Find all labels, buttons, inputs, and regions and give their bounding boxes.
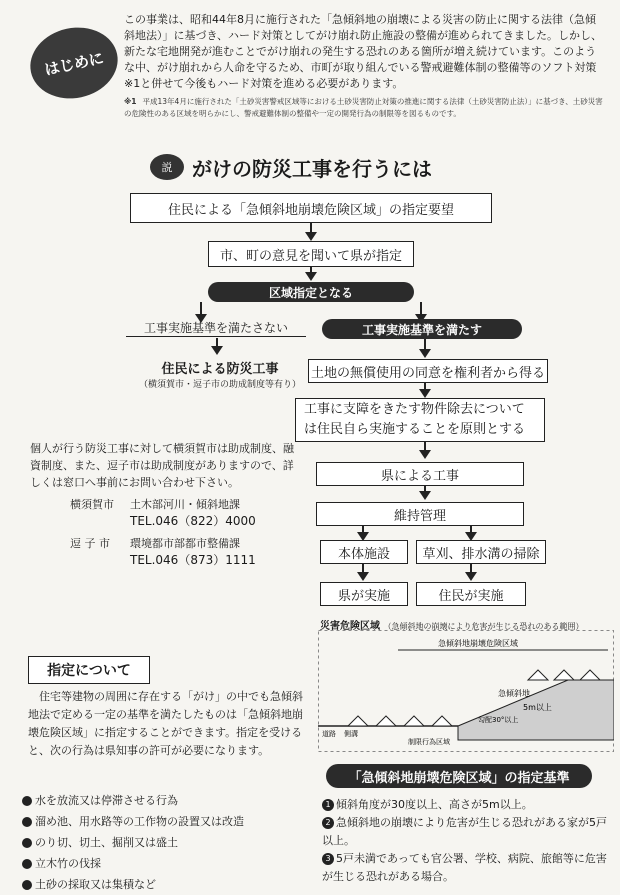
designation-body: 住宅等建物の周囲に存在する「がけ」の中でも急傾斜地法で定める一定の基準を満たしたものは「急傾斜地崩壊危険区域」に指定することができます。指定を受けると、次の行為は県知事の許可が必要になります。 — [28, 690, 303, 757]
contact-text: 個人が行う防災工事に対して横須賀市は助成制度、融資制度、また、逗子市は助成制度がありますので、詳しくは窓口へ事前にお問い合わせ下さい。 — [30, 442, 294, 489]
intro-badge: はじめに — [24, 20, 125, 107]
number-2-icon: 2 — [322, 817, 334, 829]
act-text: 土砂の採取又は集積など — [35, 878, 156, 891]
list-item — [322, 814, 612, 850]
contact-zushi-dept: 環境都市部都市整備課 — [130, 537, 240, 550]
restricted-label: 制限行為区域 — [408, 738, 450, 746]
bullet-icon — [22, 817, 32, 827]
contact-yokosuka-tel: TEL.046（822）4000 — [130, 514, 256, 528]
house-icon — [348, 716, 368, 726]
house-icon — [580, 670, 600, 680]
section-title: がけの防災工事を行うには — [192, 156, 432, 181]
house-icon — [404, 716, 424, 726]
flow-weeding: 草刈、排水溝の掃除 — [416, 540, 546, 564]
flow-pref-work: 県による工事 — [316, 462, 524, 486]
flow-consent: 土地の無償使用の同意を権利者から得る — [308, 359, 548, 383]
arrow-down-icon — [211, 346, 223, 355]
list-item — [22, 811, 312, 832]
bullet-icon — [22, 796, 32, 806]
list-item — [22, 790, 312, 811]
restricted-acts-list — [22, 790, 312, 895]
designation-title: 指定について — [28, 656, 150, 684]
house-icon — [376, 716, 396, 726]
resident-work-sub: （横須賀市・逗子市の助成制度等有り） — [138, 380, 301, 390]
arrow-down-icon — [419, 450, 431, 459]
contact-yokosuka-dept: 土木部河川・傾斜地課 — [130, 498, 240, 511]
flow-not-meet: 工事実施基準を満たさない — [126, 319, 306, 337]
explain-icon: 説 — [150, 154, 184, 180]
slope-diagram — [318, 630, 614, 752]
section-heading — [150, 152, 470, 182]
flow-pref-does: 県が実施 — [320, 582, 408, 606]
arrow-down-icon — [419, 491, 431, 500]
house-icon — [554, 670, 574, 680]
arrow-down-icon — [305, 272, 317, 281]
footnote-text: 平成13年4月に施行された「土砂災害警戒区域等における土砂災害防止対策の推進に関する法律（土砂災害防止法）」に基づき、土砂災害の危険性のある区域を明らかにし、警戒避難体制の整備や一定の開発行為の制限等を図るものです。 — [124, 97, 603, 118]
flow-meet-bar: 工事実施基準を満たす — [322, 319, 522, 339]
contact-zushi-tel: TEL.046（873）1111 — [130, 553, 256, 567]
criteria-list — [322, 796, 612, 886]
arrow-down-icon — [419, 349, 431, 358]
criteria-text: 傾斜角度が30度以上、高さが5m以上。 — [336, 798, 533, 811]
bullet-icon — [22, 859, 32, 869]
footnote-mark: ※1 — [124, 97, 137, 106]
list-item — [22, 832, 312, 853]
criteria-text: 5戸未満であっても官公署、学校、病院、旅館等に危害が生じる恐れがある場合。 — [322, 852, 607, 883]
contact-zushi-label: 逗 子 市 — [70, 537, 110, 550]
diagram-caption-sub: （急傾斜地の崩壊により危害が生じる恐れのある範囲） — [383, 622, 584, 631]
arrow-down-icon — [305, 232, 317, 241]
flow-designated-bar: 区域指定となる — [208, 282, 414, 302]
intro-paragraph: この事業は、昭和44年8月に施行された「急傾斜地の崩壊による災害の防止に関する法律（急傾斜地法）」に基づき、ハード対策としてがけ崩れ防止施設の整備が進められてきました。しかし、新たな宅地開発が進むことでがけ崩れの発生する恐れのある箇所が増え続けています。このような中、がけ崩れから人命を守るため、市町が取り組んでいる警戒避難体制の整備等のソフト対策※1と併せて今後もハード対策を進める必要があります。 — [124, 13, 603, 90]
criteria-text: 急傾斜地の崩壊により危害が生じる恐れがある家が5戸以上。 — [322, 816, 607, 847]
act-text: 立木竹の伐採 — [35, 857, 101, 870]
contact-yokosuka — [70, 497, 300, 530]
criteria-title: 「急傾斜地崩壊危険区域」の指定基準 — [326, 764, 592, 788]
flow-main-facility: 本体施設 — [320, 540, 408, 564]
number-1-icon: 1 — [322, 799, 334, 811]
flow-maintenance: 維持管理 — [316, 502, 524, 526]
list-item — [322, 850, 612, 886]
list-item — [22, 853, 312, 874]
road-label: 道路 — [322, 730, 336, 738]
zone-label: 急傾斜地崩壊危険区域 — [438, 639, 518, 648]
flow-step-request: 住民による「急傾斜地崩壊危険区域」の指定要望 — [130, 193, 492, 223]
diagram-caption-title: 災害危険区域 — [320, 621, 380, 632]
slope-label: 急傾斜地 — [498, 689, 530, 698]
contact-block — [30, 440, 300, 569]
arrow-down-icon — [465, 572, 477, 581]
house-icon — [432, 716, 452, 726]
gutter-label: 側溝 — [344, 730, 358, 738]
house-icon — [528, 670, 548, 680]
bullet-icon — [22, 838, 32, 848]
flow-step-designation: 市、町の意見を聞いて県が指定 — [208, 241, 414, 267]
bullet-icon — [22, 880, 32, 890]
flow-residents-do: 住民が実施 — [416, 582, 526, 606]
angle-label: 勾配30°以上 — [478, 716, 519, 724]
resident-work-label: 住民による防災工事 — [161, 362, 279, 377]
footnote — [124, 96, 604, 120]
resident-work — [110, 358, 330, 390]
arrow-down-icon — [419, 389, 431, 398]
number-3-icon: 3 — [322, 853, 334, 865]
list-item — [322, 796, 612, 814]
contact-yokosuka-label: 横須賀市 — [70, 498, 114, 511]
act-text: のり切、切土、掘削又は盛土 — [35, 836, 178, 849]
contact-zushi — [70, 536, 300, 569]
act-text: 溜め池、用水路等の工作物の設置又は改造 — [35, 815, 244, 828]
flow-obstacle: 工事に支障をきたす物件除去については住民自ら実施することを原則とする — [295, 398, 545, 442]
height-label: 5m以上 — [523, 703, 552, 712]
act-text: 水を放流又は停滞させる行為 — [35, 794, 178, 807]
arrow-down-icon — [357, 572, 369, 581]
